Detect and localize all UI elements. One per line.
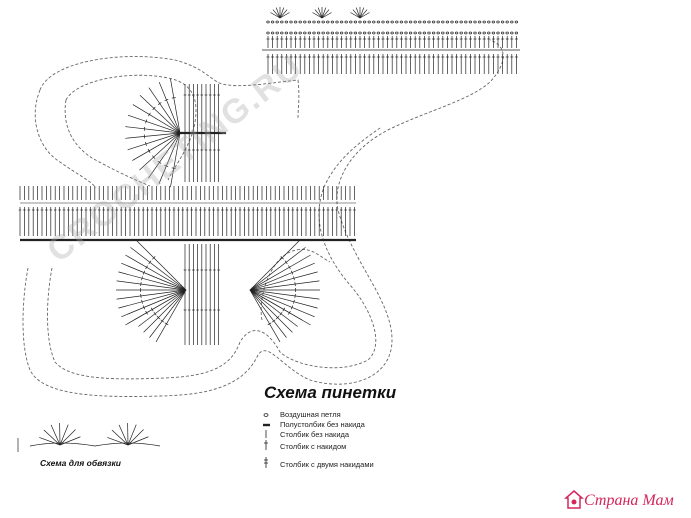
heel-outline xyxy=(261,249,330,320)
trim-diagram xyxy=(18,423,160,452)
inner-sole-outline xyxy=(47,128,380,379)
trim-caption: Схема для обвязки xyxy=(40,458,121,468)
chain-loop-symbol xyxy=(264,414,268,417)
watermark-text: CROCHETING.RU xyxy=(40,47,311,270)
legend-label: Полустолбик без накида xyxy=(280,420,365,429)
double-crochet-symbol xyxy=(264,440,268,450)
heel-strip xyxy=(262,7,520,74)
toe-left-outline xyxy=(35,90,96,188)
legend-label: Воздушная петля xyxy=(280,410,341,419)
site-logo-icon xyxy=(562,488,586,512)
legend-label: Столбик с двумя накидами xyxy=(280,460,374,469)
treble-crochet-symbol xyxy=(264,457,268,468)
legend-label: Столбик с накидом xyxy=(280,442,347,451)
legend-label: Столбик без накида xyxy=(280,430,350,439)
pattern-title: Схема пинетки xyxy=(264,383,397,402)
site-logo: Страна Мам xyxy=(584,492,674,509)
legend-symbols xyxy=(263,414,270,468)
